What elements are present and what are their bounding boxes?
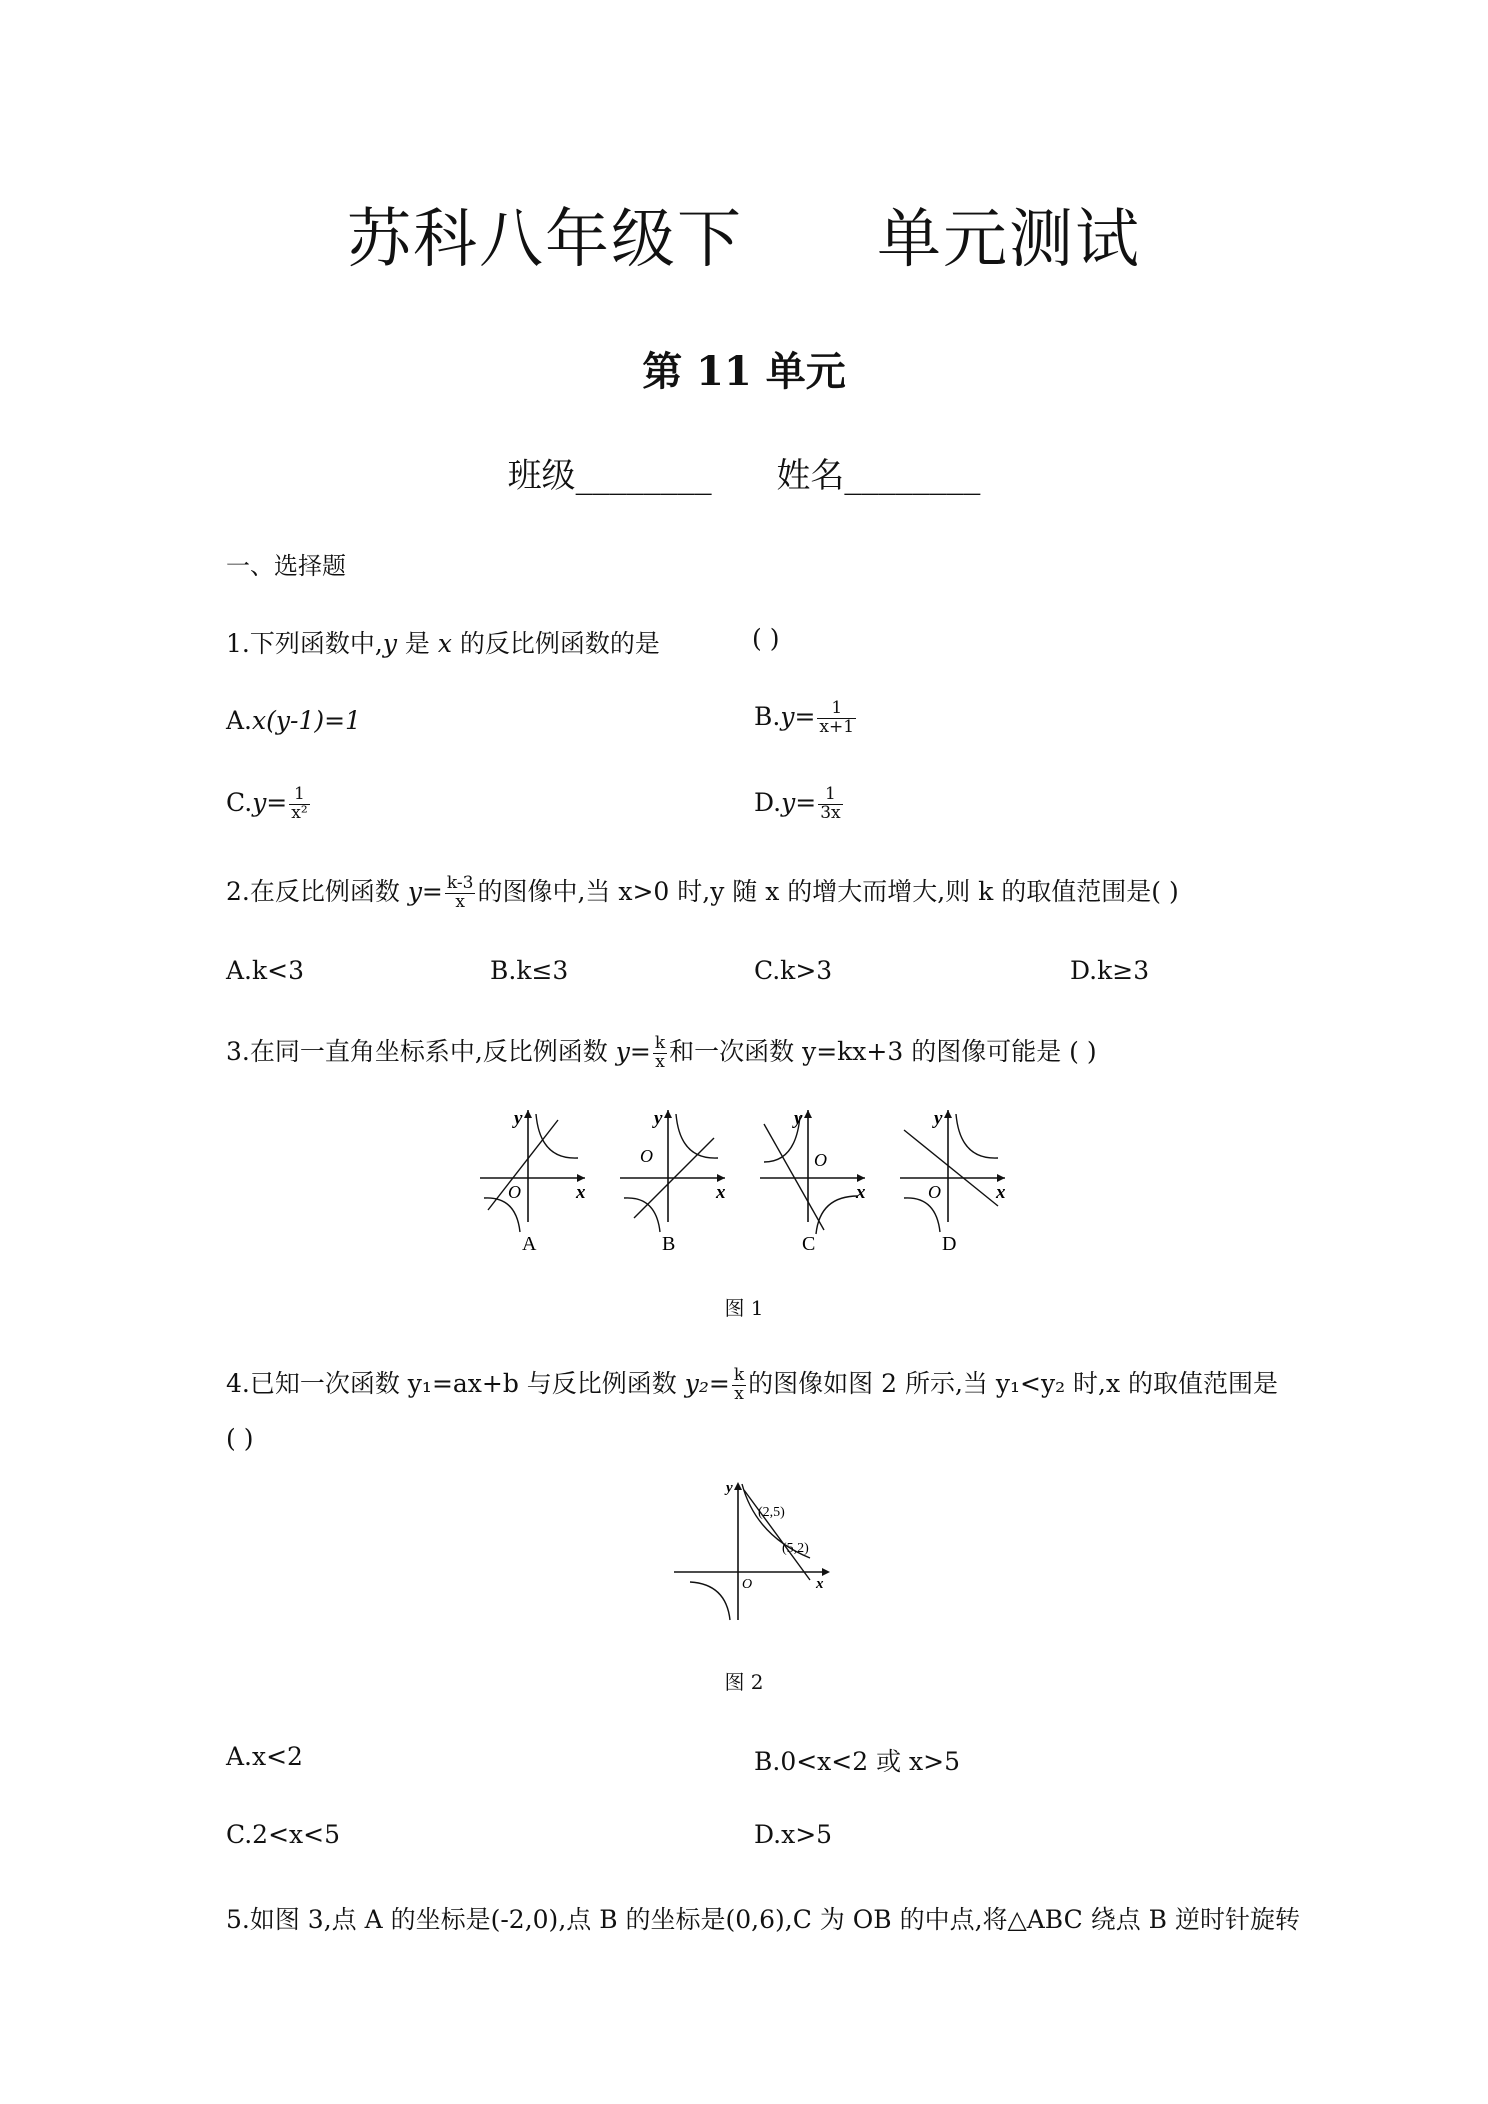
svg-text:y: y — [794, 1108, 803, 1129]
svg-text:O: O — [508, 1182, 521, 1202]
figure-2-caption: 图 2 — [724, 1670, 764, 1694]
q4-option-a: A.x<2 — [226, 1742, 303, 1771]
graph-a — [480, 1108, 586, 1255]
graph-label-b: B — [662, 1233, 676, 1255]
graph-label-a: A — [522, 1233, 537, 1255]
name-label: 姓名 — [776, 456, 845, 496]
svg-text:y: y — [934, 1108, 943, 1129]
q4-figure — [670, 1470, 840, 1630]
graph-c — [760, 1108, 866, 1255]
svg-text:O: O — [640, 1146, 653, 1166]
q3-figure — [470, 1100, 1030, 1260]
class-blank: ________ — [575, 456, 712, 496]
q1-stem: 1.下列函数中,y 是 x 的反比例函数的是 — [226, 629, 660, 658]
graph-label-d: D — [942, 1233, 957, 1255]
q1-answer-paren: ( ) — [752, 624, 780, 653]
q1-option-d: D.y= $\frac{1}{3x}$ — [754, 784, 841, 823]
graph-b — [620, 1108, 726, 1255]
q1-option-a: A.x(y-1)=1 — [226, 706, 361, 735]
svg-text:x: x — [816, 1576, 824, 1592]
svg-text:y: y — [514, 1108, 523, 1129]
q2-option-c: C.k>3 — [754, 956, 833, 985]
q1-option-b: B.y= $\frac{1}{x+1}$ — [754, 698, 855, 737]
graph-d — [900, 1108, 1006, 1255]
svg-text:x: x — [996, 1182, 1006, 1203]
q4-stem: 4.已知一次函数 y₁=ax+b 与反比例函数 y₂= $\frac{k}{x}$ 的图像如图 2 所示,当 y₁<y₂ 时,x 的取值范围是 — [226, 1365, 1279, 1404]
q4-answer-paren: ( ) — [226, 1424, 254, 1453]
class-name-line — [0, 448, 1488, 497]
point-5-2: (5,2) — [782, 1541, 809, 1556]
q2-option-d: D.k≥3 — [1070, 956, 1150, 985]
name-blank: ________ — [844, 456, 981, 496]
svg-text:x: x — [716, 1182, 726, 1203]
q4-option-c: C.2<x<5 — [226, 1820, 340, 1849]
q3-stem: 3.在同一直角坐标系中,反比例函数 y= $\frac{k}{x}$ 和一次函数 y=kx+3 的图像可能是 ( ) — [226, 1033, 1097, 1072]
svg-text:y: y — [654, 1108, 663, 1129]
svg-text:O: O — [742, 1577, 753, 1592]
section-title: 一、选择题 — [226, 552, 346, 580]
unit-title: 第 11 单元 — [642, 348, 846, 395]
svg-text:O: O — [928, 1182, 941, 1202]
graph-label-c: C — [802, 1233, 816, 1255]
svg-text:y: y — [726, 1480, 733, 1496]
svg-text:x: x — [576, 1182, 586, 1203]
figure-1-caption: 图 1 — [724, 1296, 764, 1320]
q2-option-b: B.k≤3 — [490, 956, 569, 985]
svg-text:x: x — [856, 1182, 866, 1203]
main-title: 苏科八年级下 单元测试 — [346, 203, 1142, 277]
svg-text:O: O — [814, 1150, 827, 1170]
q4-option-d: D.x>5 — [754, 1820, 833, 1849]
q2-stem: 2.在反比例函数 y= $\frac{k-3}{x}$ 的图像中,当 x>0 时,y 随 x 的增大而增大,则 k 的取值范围是( ) — [226, 873, 1179, 912]
class-label: 班级 — [507, 456, 576, 496]
q5-stem: 5.如图 3,点 A 的坐标是(-2,0),点 B 的坐标是(0,6),C 为 OB 的中点,将△ABC 绕点 B 逆时针旋转 — [226, 1905, 1300, 1934]
q2-option-a: A.k<3 — [226, 956, 305, 985]
q4-option-b: B.0<x<2 或 x>5 — [754, 1747, 960, 1776]
q1-option-c: C.y= $\frac{1}{\text{x²}}$ — [226, 784, 308, 823]
point-2-5: (2,5) — [758, 1505, 785, 1520]
